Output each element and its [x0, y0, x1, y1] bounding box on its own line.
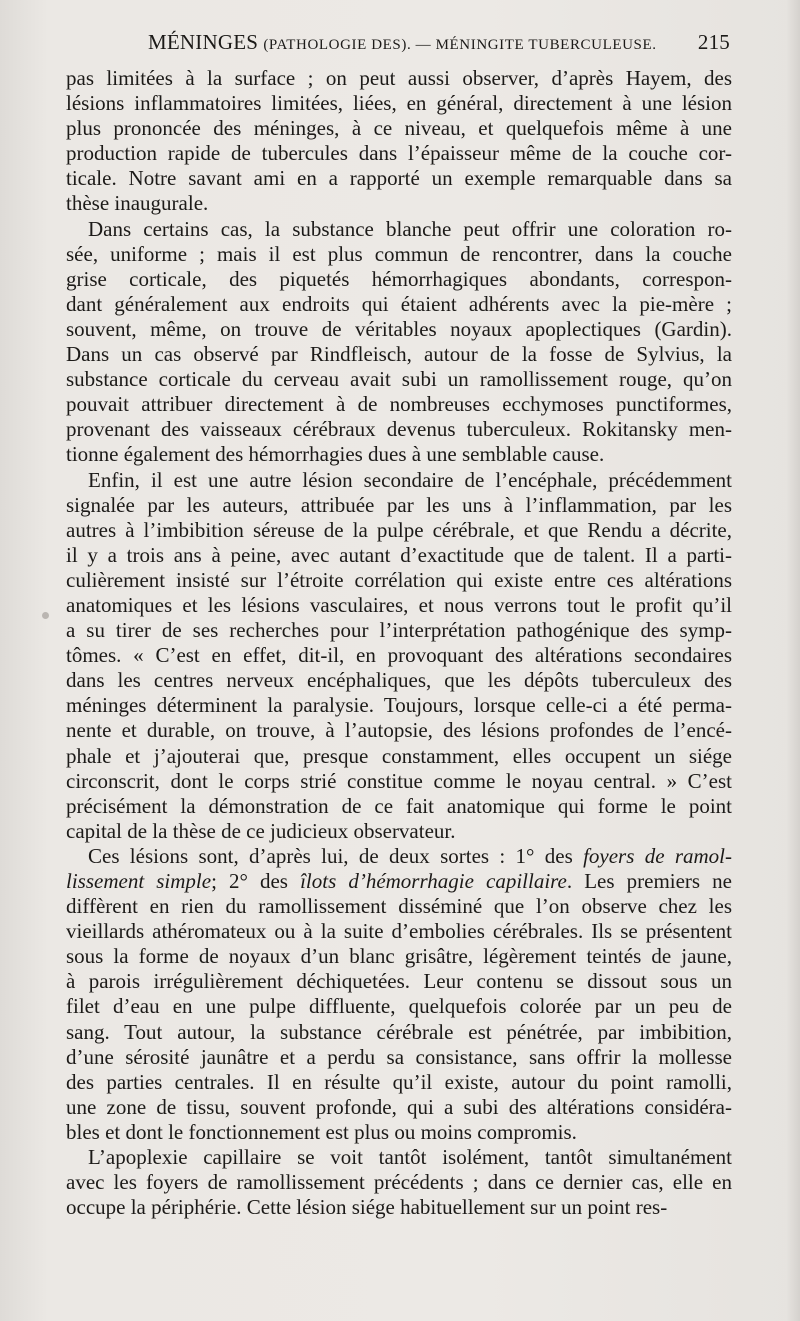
text-line: phale et j’ajouterai que, presque constamment, elles occupent un siége	[66, 743, 732, 768]
text-line: lissement simple; 2° des îlots d’hémorrhagie capillaire. Les premiers ne	[66, 869, 732, 893]
running-title	[148, 30, 657, 55]
running-title-main: MÉNINGES	[148, 30, 259, 54]
text-line: grise corticale, des piquetés hémorrhagiques abondants, correspon-	[66, 266, 732, 291]
paragraph	[66, 844, 732, 1145]
text-line: une zone de tissu, souvent profonde, qui a subi des altérations considéra-	[66, 1094, 732, 1119]
text-line: production rapide de tubercules dans l’épaisseur même de la couche cor-	[66, 141, 732, 166]
ink-smudge	[42, 612, 49, 619]
text-line: autres à l’imbibition séreuse de la pulpe cérébrale, et que Rendu a décrite,	[66, 517, 732, 542]
page-edge-shadow	[786, 0, 800, 1321]
page-number: 215	[697, 30, 730, 54]
text-line: vieillards athéromateux ou à la suite d’embolies cérébrales. Ils se présentent	[66, 919, 732, 944]
text-line: a su tirer de ses recherches pour l’interprétation pathogénique des symp-	[66, 618, 732, 643]
text-line: avec les foyers de ramollissement précédents ; dans ce dernier cas, elle en	[66, 1170, 732, 1195]
text-line: sée, uniforme ; mais il est plus commun de rencontrer, dans la couche	[66, 241, 732, 266]
text-line: pas limitées à la surface ; on peut aussi observer, d’après Hayem, des	[66, 66, 732, 90]
body-text	[66, 66, 732, 1220]
paragraph	[66, 1145, 732, 1220]
running-header	[66, 30, 732, 60]
text-line: Dans un cas observé par Rindfleisch, autour de la fosse de Sylvius, la	[66, 342, 732, 367]
text-line: diffèrent en rien du ramollissement disséminé que l’on observe chez les	[66, 894, 732, 919]
text-line: ticale. Notre savant ami en a rapporté un exemple remarquable dans sa	[66, 166, 732, 191]
running-title-subtitle: (PATHOLOGIE DES). — MÉNINGITE TUBERCULEUSE.	[263, 37, 657, 53]
text-line: tômes. « C’est en effet, dit-il, en provoquant des altérations secondaires	[66, 643, 732, 668]
text-line: L’apoplexie capillaire se voit tantôt isolément, tantôt simultanément	[88, 1145, 732, 1170]
text-line: substance corticale du cerveau avait subi un ramollissement rouge, qu’on	[66, 367, 732, 392]
text-line: dant généralement aux endroits qui étaient adhérents avec la pie-mère ;	[66, 291, 732, 316]
text-line: d’une sérosité jaunâtre et a perdu sa consistance, sans offrir la mollesse	[66, 1044, 732, 1069]
text-line: méninges déterminent la paralysie. Toujours, lorsque celle-ci a été perma-	[66, 693, 732, 718]
text-line: circonscrit, dont le corps strié constitue comme le noyau central. » C’est	[66, 768, 732, 793]
paragraph	[66, 217, 732, 468]
text-line: tionne également des hémorrhagies dues à une semblable cause.	[66, 442, 605, 467]
text-line: souvent, même, on trouve de véritables noyaux apoplectiques (Gardin).	[66, 316, 732, 341]
text-line: à parois irrégulièrement déchiquetées. Leur contenu se dissout sous un	[66, 969, 732, 994]
paragraph	[66, 66, 732, 217]
text-line: des parties centrales. Il en résulte qu’il existe, autour du point ramolli,	[66, 1069, 732, 1094]
text-line: sous la forme de noyaux d’un blanc grisâtre, légèrement teintés de jaune,	[66, 944, 732, 969]
text-line: provenant des vaisseaux cérébraux devenus tuberculeux. Rokitansky men-	[66, 417, 732, 442]
text-line: occupe la périphérie. Cette lésion siége habituellement sur un point res-	[66, 1195, 668, 1220]
text-line: sang. Tout autour, la substance cérébrale est pénétrée, par imbibition,	[66, 1019, 732, 1044]
text-line: précisément la démonstration de ce fait anatomique qui forme le point	[66, 793, 732, 818]
text-line: culièrement insisté sur l’étroite corrélation qui existe entre ces altérations	[66, 567, 732, 592]
text-line: dans les centres nerveux encéphaliques, que les dépôts tuberculeux des	[66, 668, 732, 693]
text-line: plus prononcée des méninges, à ce niveau, et quelquefois même à une	[66, 116, 732, 141]
text-line: Ces lésions sont, d’après lui, de deux sortes : 1° des foyers de ramol-	[88, 843, 732, 868]
text-line: lésions inflammatoires limitées, liées, en général, directement à une lésion	[66, 91, 732, 116]
text-line: Dans certains cas, la substance blanche peut offrir une coloration ro-	[88, 216, 732, 241]
text-line: capital de la thèse de ce judicieux observateur.	[66, 818, 456, 843]
text-line: signalée par les auteurs, attribuée par les uns à l’inflammation, par les	[66, 492, 732, 517]
text-line: Enfin, il est une autre lésion secondaire de l’encéphale, précédemment	[88, 467, 732, 492]
text-line: thèse inaugurale.	[66, 191, 209, 216]
text-line: bles et dont le fonctionnement est plus ou moins compromis.	[66, 1119, 577, 1144]
paragraph	[66, 468, 732, 844]
text-line: anatomiques et les lésions vasculaires, et nous verrons tout le profit qu’il	[66, 592, 732, 617]
text-line: filet d’eau en une pulpe diffluente, quelquefois colorée par un peu de	[66, 994, 732, 1019]
text-line: nente et durable, on trouve, à l’autopsie, des lésions profondes de l’encé-	[66, 718, 732, 743]
text-line: il y a trois ans à peine, avec autant d’exactitude que de talent. Il a parti-	[66, 542, 732, 567]
text-line: pouvait attribuer directement à de nombreuses ecchymoses punctiformes,	[66, 392, 732, 417]
